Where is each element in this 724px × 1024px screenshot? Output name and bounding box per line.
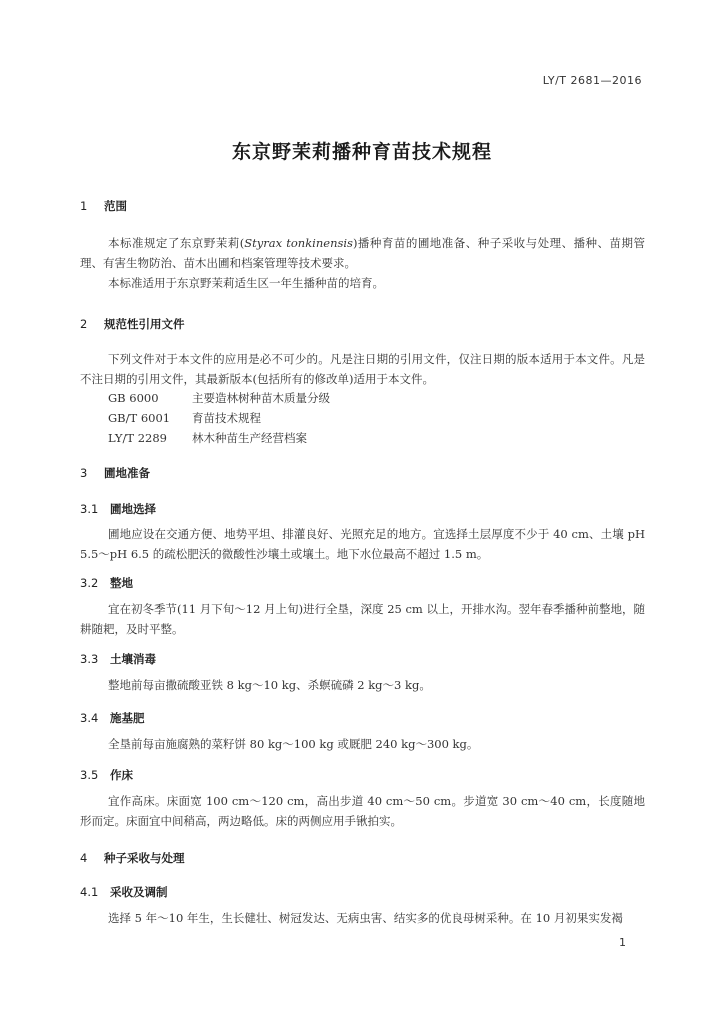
section-title: 种子采收与处理 [104, 851, 185, 865]
reference-name: 主要造林树种苗木质量分级 [192, 391, 330, 405]
section-1-paragraph-1: 本标准规定了东京野茉莉(Styrax tonkinensis)播种育苗的圃地准备、种子采收与处理、播种、苗期管理、有害生物防治、苗木出圃和档案管理等技术要求。 [80, 236, 645, 270]
section-2-paragraph-1: 下列文件对于本文件的应用是必不可少的。凡是注日期的引用文件，仅注日期的版本适用于本文件。凡是不注日期的引用文件，其最新版本(包括所有的修改单)适用于本文件。 [80, 352, 645, 386]
subsection-3-5-text: 宜作高床。床面宽 100 cm～120 cm，高出步道 40 cm～50 cm。步道宽 30 cm～40 cm，长度随地形而定。床面宜中间稍高，两边略低。床的两侧应用手锹拍实。 [80, 794, 645, 828]
section-1-paragraph-2: 本标准适用于东京野茉莉适生区一年生播种苗的培育。 [108, 276, 384, 290]
section-title: 范围 [104, 199, 127, 213]
page-number: 1 [619, 936, 626, 949]
reference-code: GB/T 6001 [108, 411, 171, 425]
section-number: 4 [80, 851, 88, 865]
subsection-heading-3-3: 3.3 土壤消毒 [80, 652, 156, 666]
section-number: 3 [80, 466, 88, 480]
subsection-3-1-text: 圃地应设在交通方便、地势平坦、排灌良好、光照充足的地方。宜选择土层厚度不少于 40 cm、土壤 pH 5.5～pH 6.5 的疏松肥沃的微酸性沙壤土或壤土。地下水位最高不超过 1.5 m。 [80, 527, 645, 561]
section-number: 2 [80, 317, 88, 331]
section-title: 规范性引用文件 [104, 317, 185, 331]
subsection-3-2-text: 宜在初冬季节(11 月下旬～12 月上旬)进行全垦，深度 25 cm 以上，开排水沟。翌年春季播种前整地，随耕随耙，及时平整。 [80, 602, 645, 636]
section-heading-2 [80, 316, 185, 332]
latin-name: Styrax tonkinensis [244, 236, 353, 250]
standard-code: LY/T 2681—2016 [542, 74, 642, 87]
reference-name: 育苗技术规程 [192, 411, 261, 425]
reference-item [108, 410, 261, 426]
section-heading-1 [80, 198, 127, 214]
reference-name: 林木种苗生产经营档案 [192, 431, 307, 445]
section-number: 1 [80, 199, 88, 213]
reference-item [108, 430, 307, 446]
page-title: 东京野茉莉播种育苗技术规程 [231, 141, 492, 163]
subsection-3-4-text: 全垦前每亩施腐熟的菜籽饼 80 kg～100 kg 或厩肥 240 kg～300 kg。 [108, 737, 479, 751]
reference-code: GB 6000 [108, 391, 159, 405]
subsection-heading-3-5: 3.5 作床 [80, 768, 133, 782]
subsection-3-3-text: 整地前每亩撒硫酸亚铁 8 kg～10 kg、杀螟硫磷 2 kg～3 kg。 [108, 678, 431, 692]
section-heading-4 [80, 850, 185, 866]
section-heading-3 [80, 465, 150, 481]
reference-code: LY/T 2289 [108, 431, 167, 445]
reference-item [108, 390, 330, 406]
section-title: 圃地准备 [104, 466, 150, 480]
subsection-heading-3-1: 3.1 圃地选择 [80, 502, 156, 516]
subsection-heading-3-4: 3.4 施基肥 [80, 711, 145, 725]
subsection-heading-4-1: 4.1 采收及调制 [80, 885, 168, 899]
subsection-heading-3-2: 3.2 整地 [80, 576, 133, 590]
subsection-4-1-text: 选择 5 年～10 年生，生长健壮、树冠发达、无病虫害、结实多的优良母树采种。在 10 月初果实发褐 [108, 911, 623, 925]
